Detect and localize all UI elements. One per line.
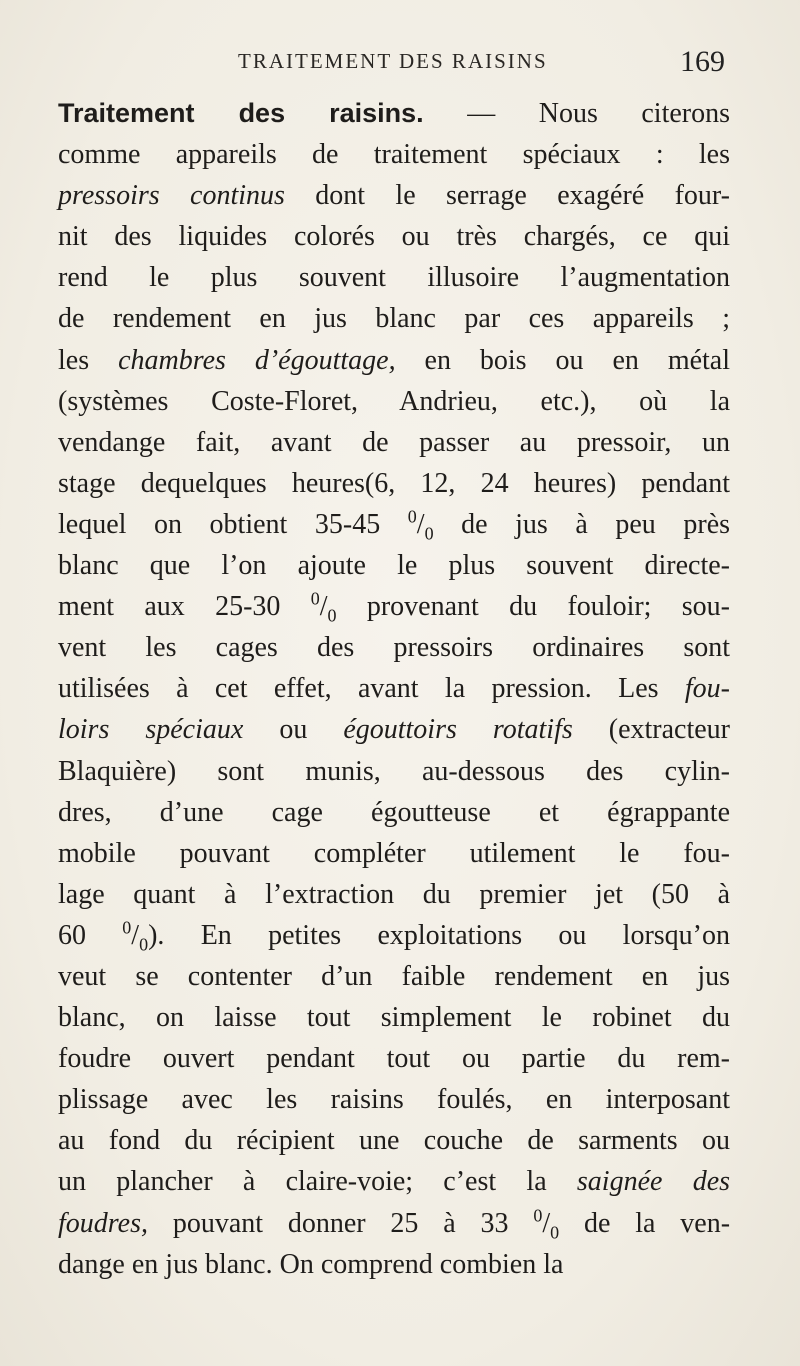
text-line: lage quant à l’extraction du premier jet (50 à xyxy=(58,878,730,910)
italic-term: loirs spéciaux xyxy=(58,714,244,746)
percent-sign: $^0/_0$ xyxy=(533,1205,560,1243)
text-line: plissage avec les raisins foulés, en interposant xyxy=(58,1084,730,1116)
text-line: de rendement en jus blanc par ces appareils ; xyxy=(58,303,730,335)
text-line: lequel on obtient 35-45 $^0/_0$ de jus à peu près xyxy=(58,506,731,544)
italic-term: saignée des xyxy=(576,1166,731,1198)
text-line: foudre ouvert pendant tout ou partie du rem- xyxy=(58,1043,730,1075)
text-line: les chambres d’égouttage, en bois ou en métal xyxy=(58,344,731,376)
text-line: Blaquière) sont munis, au-dessous des cylin- xyxy=(58,755,730,787)
italic-term: chambres d’égouttage, xyxy=(118,344,396,376)
text-line: foudres, pouvant donner 25 à 33 $^0/_0$ de la ven- xyxy=(58,1205,731,1243)
text-line: rend le plus souvent illusoire l’augmentation xyxy=(58,262,730,294)
text-line: ment aux 25-30 $^0/_0$ provenant du fouloir; sou- xyxy=(58,588,730,626)
text-line: pressoirs continus dont le serrage exagéré four- xyxy=(58,180,731,212)
text-line: Traitement des raisins. — Nous citerons xyxy=(58,98,730,129)
percent-sign: $^0/_0$ xyxy=(310,588,337,626)
text-line: stage dequelques heures(6, 12, 24 heures) pendant xyxy=(58,467,730,499)
percent-sign: $^0/_0$ xyxy=(122,917,149,955)
text-line: dange en jus blanc. On comprend combien la xyxy=(58,1248,564,1280)
text-line: un plancher à claire-voie; c’est la saignée des xyxy=(58,1166,731,1198)
percent-sign: $^0/_0$ xyxy=(407,506,434,544)
text-line: au fond du récipient une couche de sarments ou xyxy=(58,1125,730,1157)
page-number: 169 xyxy=(680,45,725,78)
text-line: vendange fait, avant de passer au pressoir, un xyxy=(58,426,730,458)
text-line: vent les cages des pressoirs ordinaires sont xyxy=(58,632,730,664)
text-line: veut se contenter d’un faible rendement en jus xyxy=(58,960,730,992)
text-line: comme appareils de traitement spéciaux : les xyxy=(58,139,730,171)
italic-term: fou- xyxy=(684,673,731,705)
italic-term: pressoirs continus xyxy=(58,180,285,212)
text-line: 60 $^0/_0$). En petites exploitations ou lorsqu’on xyxy=(58,917,731,955)
text-line: loirs spéciaux ou égouttoirs rotatifs (extracteur xyxy=(58,714,730,746)
text-line: dres, d’une cage égoutteuse et égrappante xyxy=(58,796,730,828)
text-line: (systèmes Coste-Floret, Andrieu, etc.), où la xyxy=(58,385,730,417)
italic-term: foudres, xyxy=(58,1207,148,1239)
text-line: blanc que l’on ajoute le plus souvent directe- xyxy=(58,550,730,582)
body-text xyxy=(58,93,730,1285)
running-head xyxy=(0,45,800,85)
running-title: TRAITEMENT DES RAISINS xyxy=(238,49,548,73)
text-line: utilisées à cet effet, avant la pression. Les fou- xyxy=(58,673,731,705)
section-heading: Traitement des raisins. xyxy=(58,98,424,128)
text-line: nit des liquides colorés ou très chargés, ce qui xyxy=(58,221,730,253)
italic-term: égouttoirs rotatifs xyxy=(343,714,573,746)
text-line: blanc, on laisse tout simplement le robinet du xyxy=(58,1002,730,1034)
text-line: mobile pouvant compléter utilement le fou- xyxy=(58,837,730,869)
